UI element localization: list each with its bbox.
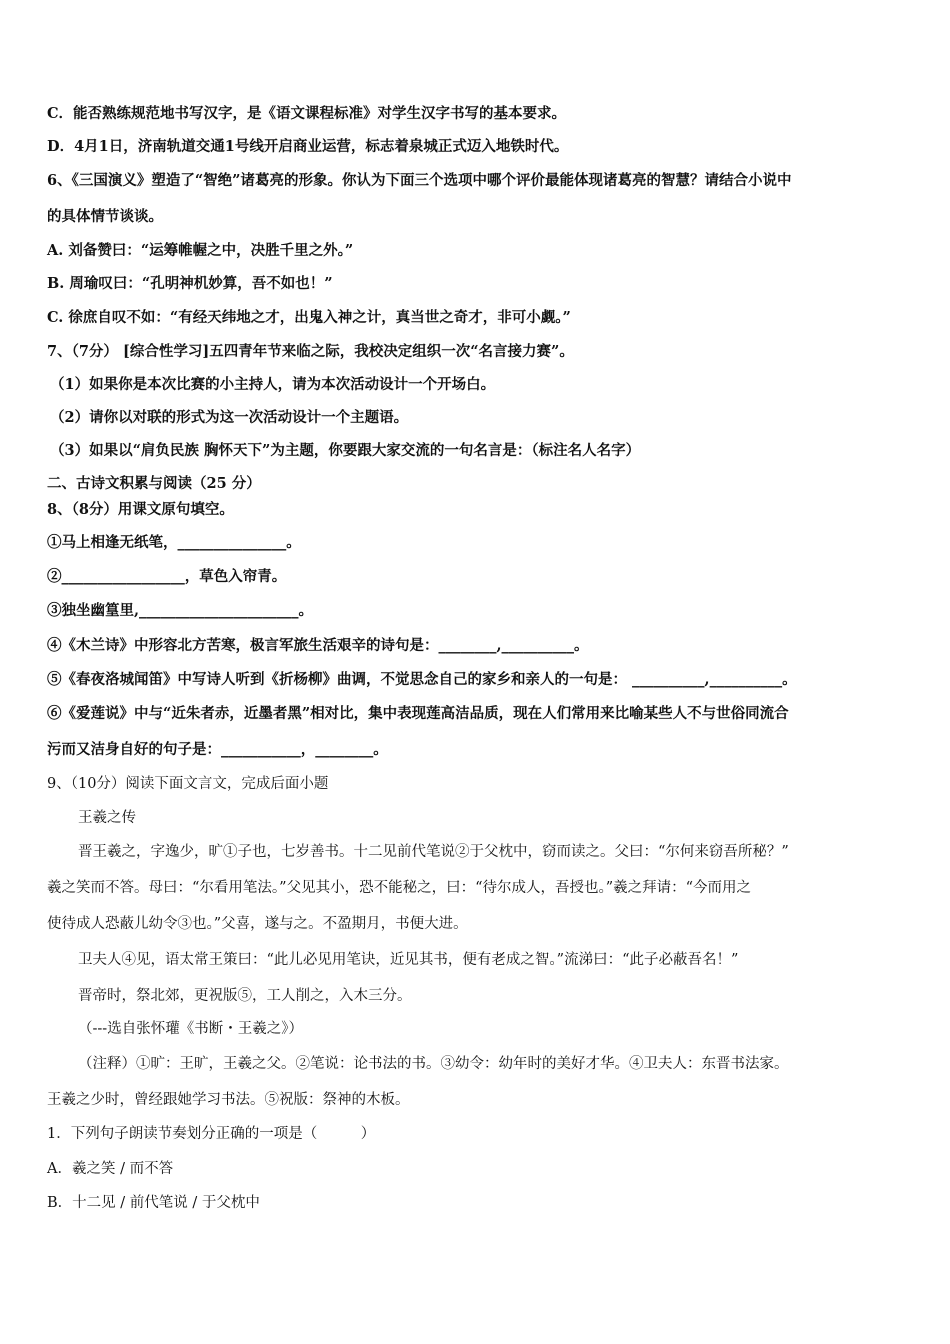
option-d-text: D．4月1日，济南轨道交通1号线开启商业运营，标志着泉城正式迈入地铁时代。 bbox=[47, 138, 569, 155]
question-6-option-a: A. 刘备赞曰：“运筹帷幄之中，决胜千里之外。” bbox=[47, 242, 354, 259]
question-8-stem: 8、（8分）用课文原句填空。 bbox=[47, 501, 234, 518]
fill-blank-2: ②_________________，草色入帘青。 bbox=[47, 568, 287, 585]
fill-blank-3: ③独坐幽篁里,______________________。 bbox=[47, 602, 314, 619]
passage-line-5: 晋帝时，祭北郊，更祝版⑤，工人削之，入木三分。 bbox=[78, 988, 412, 1004]
passage-line-1: 晋王羲之，字逸少，旷①子也，七岁善书。十二见前代笔说②于父枕中，窃而读之。父曰：“尔何来窃吾所秘？” bbox=[78, 844, 789, 860]
passage-title: 王羲之传 bbox=[78, 810, 136, 826]
section-2-heading: 二、古诗文积累与阅读（25 分） bbox=[47, 475, 261, 492]
passage-line-4: 卫夫人④见，语太常王策曰：“此儿必见用笔诀，近见其书，便有老成之智。”流涕曰：“此子必蔽吾名！” bbox=[78, 952, 739, 968]
passage-line-2: 羲之笑而不答。母曰：“尔看用笔法。”父见其小，恐不能秘之，曰：“待尔成人，吾授也。”羲之拜请：“今而用之 bbox=[47, 880, 752, 896]
fill-blank-6-cont: 污而又洁身自好的句子是：___________，________。 bbox=[47, 741, 388, 758]
question-7-part-3: （3）如果以“肩负民族 胸怀天下”为主题，你要跟大家交流的一句名言是：（标注名人名字） bbox=[50, 442, 641, 459]
question-7-part-1: （1）如果你是本次比赛的小主持人，请为本次活动设计一个开场白。 bbox=[50, 376, 496, 393]
passage-notes: （注释）①旷：王旷，王羲之父。②笔说：论书法的书。③幼令：幼年时的美好才华。④卫夫人：东晋书法家。 bbox=[78, 1056, 789, 1072]
fill-blank-5: ⑤《春夜洛城闻笛》中写诗人听到《折杨柳》曲调，不觉思念自己的家乡和亲人的一句是： __________,__________。 bbox=[47, 671, 797, 688]
question-6-stem: 6、《三国演义》塑造了“智绝”诸葛亮的形象。你认为下面三个选项中哪个评价最能体现诸葛亮的智慧？请结合小说中 bbox=[47, 172, 792, 189]
question-9-stem: 9、（10分）阅读下面文言文，完成后面小题 bbox=[47, 776, 329, 792]
option-c-text: C．能否熟练规范地书写汉字，是《语文课程标准》对学生汉字书写的基本要求。 bbox=[47, 105, 567, 122]
fill-blank-1: ①马上相逢无纸笔，_______________。 bbox=[47, 534, 301, 551]
question-7-part-2: （2）请你以对联的形式为这一次活动设计一个主题语。 bbox=[50, 409, 409, 426]
passage-notes-cont: 王羲之少时，曾经跟她学习书法。⑤祝版：祭神的木板。 bbox=[47, 1092, 410, 1108]
question-6-option-b: B. 周瑜叹曰：“孔明神机妙算，吾不如也！” bbox=[47, 275, 333, 292]
question-7-stem: 7、（7分） [综合性学习]五四青年节来临之际，我校决定组织一次“名言接力赛”。 bbox=[47, 343, 574, 360]
subquestion-1-option-a: A．羲之笑 / 而不答 bbox=[47, 1161, 174, 1177]
subquestion-1-option-b: B．十二见 / 前代笔说 / 于父枕中 bbox=[47, 1195, 260, 1211]
question-6-stem-cont: 的具体情节谈谈。 bbox=[47, 208, 163, 225]
fill-blank-4: ④《木兰诗》中形容北方苦寒，极言军旅生活艰辛的诗句是：________,__________。 bbox=[47, 637, 589, 654]
passage-source: （---选自张怀瓘《书断・王羲之》） bbox=[78, 1021, 303, 1037]
subquestion-1-stem: 1．下列句子朗读节奏划分正确的一项是（ ） bbox=[47, 1126, 376, 1142]
passage-line-3: 使待成人恐蔽儿幼令③也。”父喜，遂与之。不盈期月，书便大进。 bbox=[47, 916, 468, 932]
question-6-option-c: C. 徐庶自叹不如：“有经天纬地之才，出鬼入神之计，真当世之奇才，非可小觑。” bbox=[47, 309, 571, 326]
fill-blank-6: ⑥《爱莲说》中与“近朱者赤，近墨者黑”相对比，集中表现莲高洁品质，现在人们常用来比喻某些人不与世俗同流合 bbox=[47, 705, 789, 722]
